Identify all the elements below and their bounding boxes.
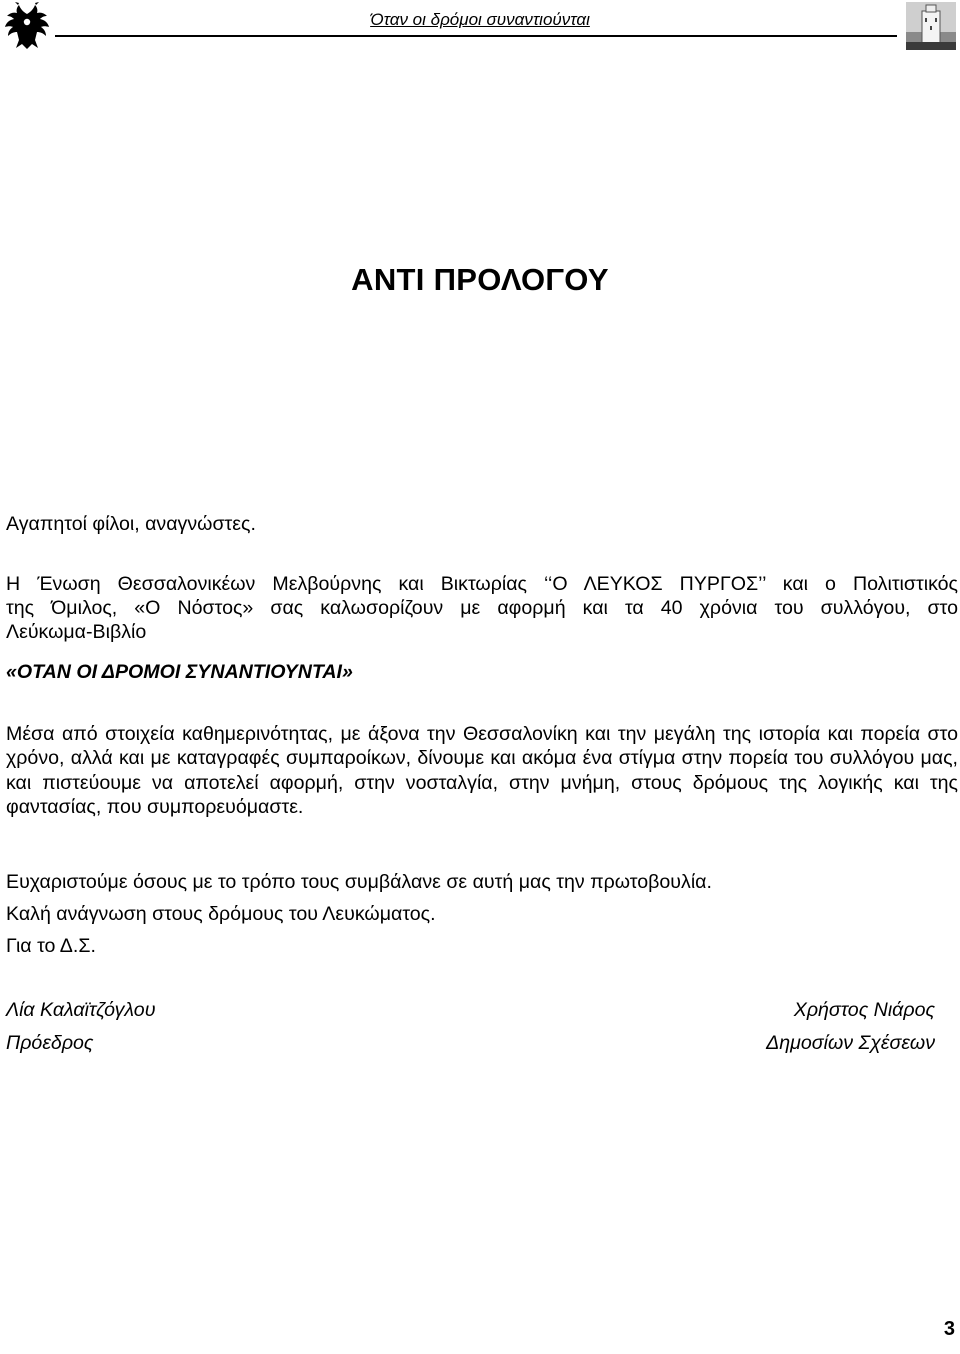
body-paragraph: Μέσα από στοιχεία καθημερινότητας, με άξονα την Θεσσαλονίκη και την μεγάλη της ιστορία και πορεία στο χρόνο, αλλά και με καταγραφές συμπαροίκων, δίνουμε και ακόμα ένα στίγμα στην πορεία του συλλόγου μας, και πιστεύουμε να αποτελεί αφορμή, στην νοσταλγία, στην μνήμη, στους δρόμους της λογικής και της φαντασίας, που συμπορευόμαστε. — [6, 723, 958, 819]
thanks-line: Ευχαριστούμε όσους με το τρόπο τους συμβάλανε σε αυτή μας την πρωτοβουλία. — [6, 871, 712, 893]
right-signatory-role: Δημοσίων Σχέσεων — [766, 1032, 935, 1054]
book-title: «ΟΤΑΝ ΟΙ ΔΡΟΜΟΙ ΣΥΝΑΝΤΙΟΥΝΤΑΙ» — [6, 661, 353, 683]
for-board-text: Για το Δ.Σ. — [6, 935, 96, 957]
page-number: 3 — [943, 1318, 955, 1340]
double-headed-eagle-icon — [4, 2, 50, 50]
header-rule — [55, 35, 897, 37]
intro-paragraph — [6, 572, 958, 644]
running-header-title: Όταν οι δρόμοι συναντιούνται — [370, 10, 590, 29]
left-signatory-role: Πρόεδρος — [6, 1032, 94, 1054]
white-tower-icon — [906, 2, 956, 50]
page-title: ΑΝΤΙ ΠΡΟΛΟΓΟΥ — [351, 262, 609, 297]
greeting-line: Αγαπητοί φίλοι, αναγνώστες. — [6, 513, 256, 535]
left-signatory-name: Λία Καλαϊτζόγλου — [6, 999, 156, 1021]
intro-line: Η Ένωση Θεσσαλονικέων Μελβούρνης και Βικτωρίας ‘‘Ο ΛΕΥΚΟΣ ΠΥΡΓΟΣ’’ και ο Πολιτιστικός — [6, 573, 958, 595]
intro-line: της Όμιλος, «Ο Νόστος» σας καλωσορίζουν με αφορμή και τα 40 χρόνια του συλλόγου, στο — [6, 597, 958, 619]
intro-line: Λεύκωμα-Βιβλίο — [6, 621, 147, 643]
right-signatory-name: Χρήστος Νιάρος — [793, 999, 935, 1021]
closing-line: Καλή ανάγνωση στους δρόμους του Λευκώματος. — [6, 903, 436, 925]
for-board-line — [6, 934, 958, 958]
